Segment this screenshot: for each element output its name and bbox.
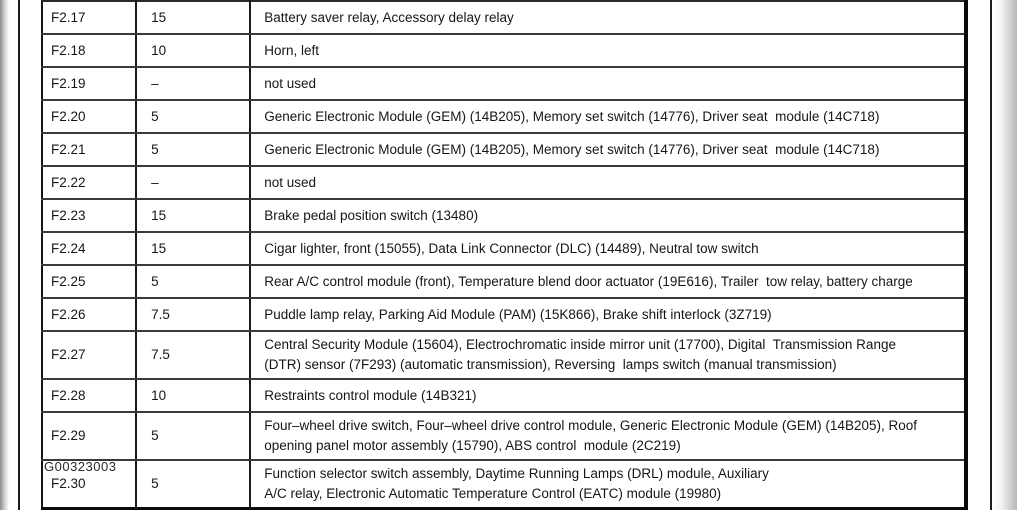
right-page-edge-line: [990, 0, 992, 510]
description-cell: Battery saver relay, Accessory delay relay: [250, 1, 966, 34]
amperage-cell: –: [136, 67, 250, 100]
fuse-table-body: [42, 1, 966, 509]
right-page-shadow: [993, 0, 1017, 510]
table-row: [42, 1, 966, 34]
fuse-id-cell: F2.19: [42, 67, 136, 100]
description-cell: Restraints control module (14B321): [250, 379, 966, 412]
amperage-cell: 10: [136, 34, 250, 67]
fuse-id-cell: F2.20: [42, 100, 136, 133]
amperage-cell: 15: [136, 199, 250, 232]
fuse-id-cell: F2.28: [42, 379, 136, 412]
fuse-table: [41, 0, 968, 510]
table-row: [42, 460, 966, 509]
description-cell: Generic Electronic Module (GEM) (14B205), Memory set switch (14776), Driver seat module (14C718): [250, 100, 966, 133]
fuse-id-cell: F2.17: [42, 1, 136, 34]
description-cell: Central Security Module (15604), Electrochromatic inside mirror unit (17700), Digital Transmission Range (DTR) sensor (7F293) (automatic transmission), Reversing lamps switch (manual transmission): [250, 331, 966, 379]
figure-code: G00323003: [44, 459, 117, 474]
amperage-cell: 5: [136, 460, 250, 509]
amperage-cell: 5: [136, 412, 250, 460]
table-row: [42, 298, 966, 331]
table-row: [42, 412, 966, 460]
fuse-id-cell: F2.25: [42, 265, 136, 298]
table-row: [42, 34, 966, 67]
description-cell: Four–wheel drive switch, Four–wheel drive control module, Generic Electronic Module (GEM) (14B205), Roof opening panel motor assembly (15790), ABS control module (2C219): [250, 412, 966, 460]
amperage-cell: 5: [136, 265, 250, 298]
description-cell: Function selector switch assembly, Daytime Running Lamps (DRL) module, Auxiliary A/C relay, Electronic Automatic Temperature Control (EATC) module (19980): [264, 466, 769, 501]
table-row: [42, 133, 966, 166]
description-cell: not used: [250, 166, 966, 199]
table-row: [42, 232, 966, 265]
description-cell: Puddle lamp relay, Parking Aid Module (PAM) (15K866), Brake shift interlock (3Z719): [250, 298, 966, 331]
fuse-id-cell: F2.21: [42, 133, 136, 166]
table-row: [42, 67, 966, 100]
amperage-cell: 5: [136, 100, 250, 133]
table-row: [42, 331, 966, 379]
fuse-id-cell: F2.22: [42, 166, 136, 199]
table-row: [42, 379, 966, 412]
table-row: [42, 100, 966, 133]
amperage-cell: 15: [136, 1, 250, 34]
amperage-cell: 7.5: [136, 331, 250, 379]
amperage-cell: 5: [136, 133, 250, 166]
description-cell: Brake pedal position switch (13480): [250, 199, 966, 232]
fuse-id-cell: F2.24: [42, 232, 136, 265]
amperage-cell: 10: [136, 379, 250, 412]
description-cell: Rear A/C control module (front), Temperature blend door actuator (19E616), Trailer tow relay, battery charge: [250, 265, 966, 298]
fuse-id-cell: F2.27: [42, 331, 136, 379]
table-row: [42, 265, 966, 298]
fuse-id-cell: F2.30: [42, 460, 136, 509]
fuse-id-cell: F2.23: [42, 199, 136, 232]
amperage-cell: 15: [136, 232, 250, 265]
fuse-id-cell: F2.26: [42, 298, 136, 331]
table-row: [42, 166, 966, 199]
left-page-edge-line: [18, 0, 20, 510]
fuse-id-cell: F2.29: [42, 412, 136, 460]
description-cell: not used: [250, 67, 966, 100]
description-cell: Horn, left: [250, 34, 966, 67]
description-cell: Cigar lighter, front (15055), Data Link Connector (DLC) (14489), Neutral tow switch: [250, 232, 966, 265]
amperage-cell: –: [136, 166, 250, 199]
amperage-cell: 7.5: [136, 298, 250, 331]
description-cell: Generic Electronic Module (GEM) (14B205), Memory set switch (14776), Driver seat module (14C718): [250, 133, 966, 166]
left-page-shadow: [0, 0, 9, 510]
fuse-id-cell: F2.18: [42, 34, 136, 67]
table-row: [42, 199, 966, 232]
